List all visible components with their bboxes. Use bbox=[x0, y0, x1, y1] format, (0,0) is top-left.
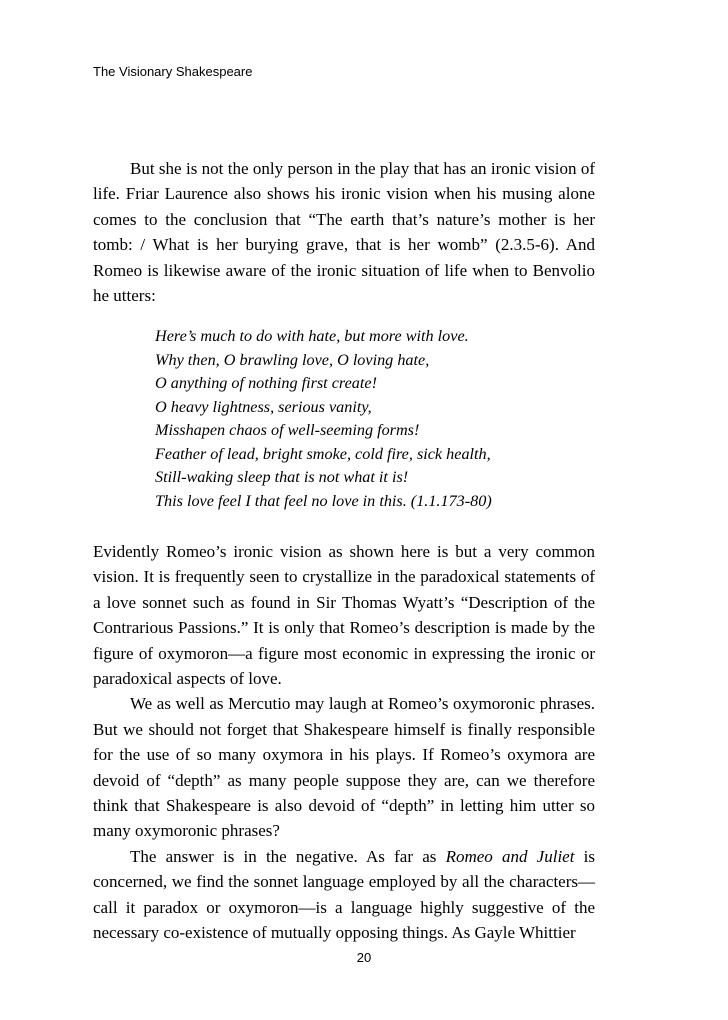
paragraph-answer bbox=[93, 844, 595, 946]
paragraph-evidently: Evidently Romeo’s ironic vision as shown here is but a very common vision. It is frequently seen to crystallize in the paradoxical statements of a love sonnet such as found in Sir Thomas Wyatt’s “Description of the Contrarious Passions.” It is only that Romeo’s description is made by the figure of oxymoron—a figure most economic in expressing the ironic or paradoxical aspects of love. bbox=[93, 542, 595, 689]
quote-line: Why then, O brawling love, O loving hate, bbox=[155, 350, 430, 369]
quote-line: Misshapen chaos of well-seeming forms! bbox=[155, 421, 420, 439]
quote-line: This love feel I that feel no love in this. (1.1.173-80) bbox=[155, 491, 492, 510]
quote-line: Still-waking sleep that is not what it is! bbox=[155, 468, 409, 486]
quote-line: O anything of nothing first create! bbox=[155, 374, 377, 392]
paragraph-intro: But she is not the only person in the play that has an ironic vision of life. Friar Laurence also shows his ironic vision when his musing alone comes to the conclusion that “The earth that’s nature’s mother is her tomb: / What is her burying grave, that is her womb” (2.3.5-6). And Romeo is likewise aware of the ironic situation of life when to Benvolio he utters: bbox=[93, 159, 595, 306]
paragraph-answer-text-end: is concerned, we find the sonnet language employed by all the characters—call it paradox or oxymoron—is a language highly suggestive of the necessary co-existence of mutually opposing things. As Gayle Whittier bbox=[93, 846, 595, 943]
running-header: The Visionary Shakespeare bbox=[93, 64, 253, 79]
paragraph-answer-text-start: The answer is in the negative. As far as bbox=[130, 846, 446, 866]
body-section-intro bbox=[93, 156, 595, 308]
page-number: 20 bbox=[356, 950, 372, 965]
paragraph-mercutio: We as well as Mercutio may laugh at Romeo’s oxymoronic phrases. But we should not forget that Shakespeare himself is finally responsible for the use of so many oxymora in his plays. If Romeo’s oxymora are devoid of “depth” as many people suppose they are, can we therefore think that Shakespeare is also devoid of “depth” in letting him utter so many oxymoronic phrases? bbox=[93, 694, 595, 841]
quote-line: Feather of lead, bright smoke, cold fire, sick health, bbox=[155, 444, 491, 463]
block-quotation bbox=[155, 325, 492, 513]
quote-line: Here’s much to do with hate, but more with love. bbox=[155, 327, 469, 345]
play-title: Romeo and Juliet bbox=[445, 846, 575, 866]
body-section-discussion bbox=[93, 539, 595, 946]
quote-line: O heavy lightness, serious vanity, bbox=[155, 397, 372, 416]
